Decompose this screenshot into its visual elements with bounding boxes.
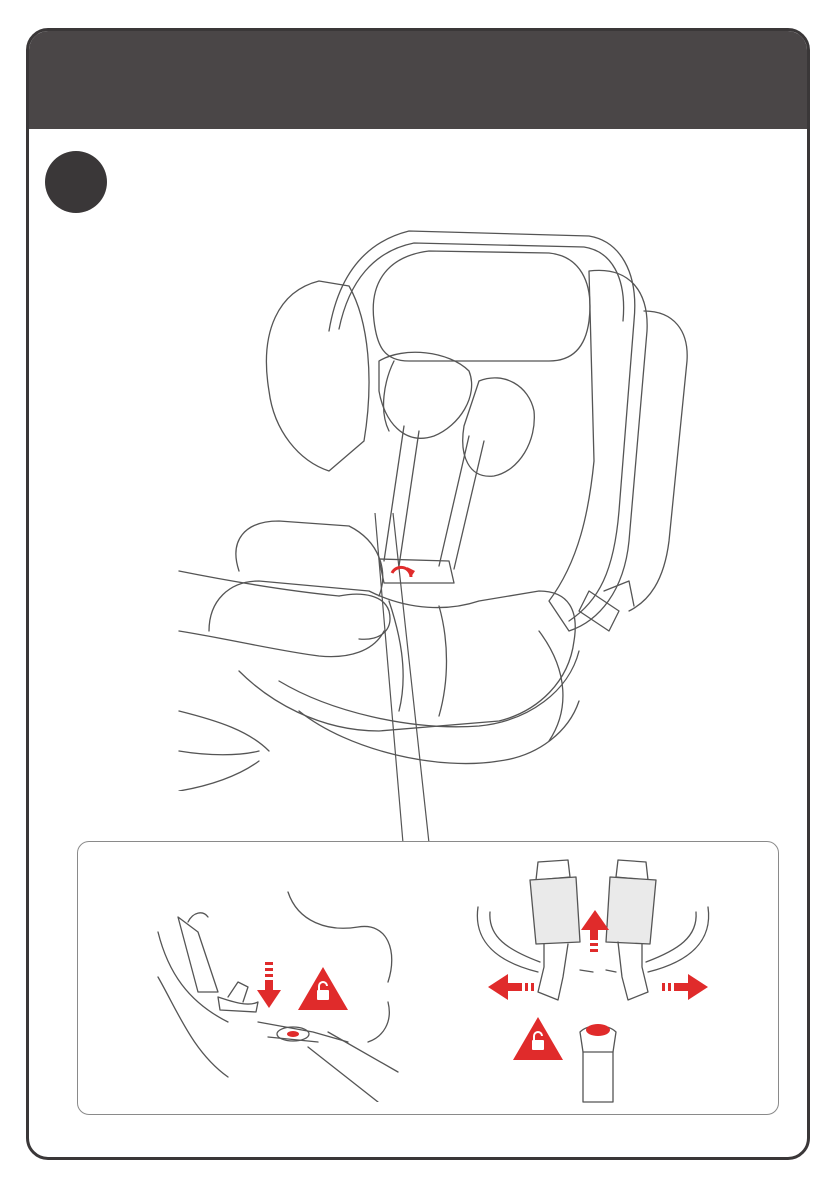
step-number-badge [45, 151, 107, 213]
page-frame [26, 28, 810, 1160]
car-seat-harness-buckle-illustration [149, 211, 709, 791]
buckle-press-detail [138, 862, 438, 1102]
buckle-tongues-pull-apart-icon [468, 852, 728, 1112]
detail-callout-box [77, 841, 779, 1115]
buckle-tongues-detail [468, 852, 728, 1112]
car-seat-illustration [149, 211, 709, 791]
header-bar [29, 31, 807, 129]
buckle-press-release-icon [138, 862, 438, 1102]
